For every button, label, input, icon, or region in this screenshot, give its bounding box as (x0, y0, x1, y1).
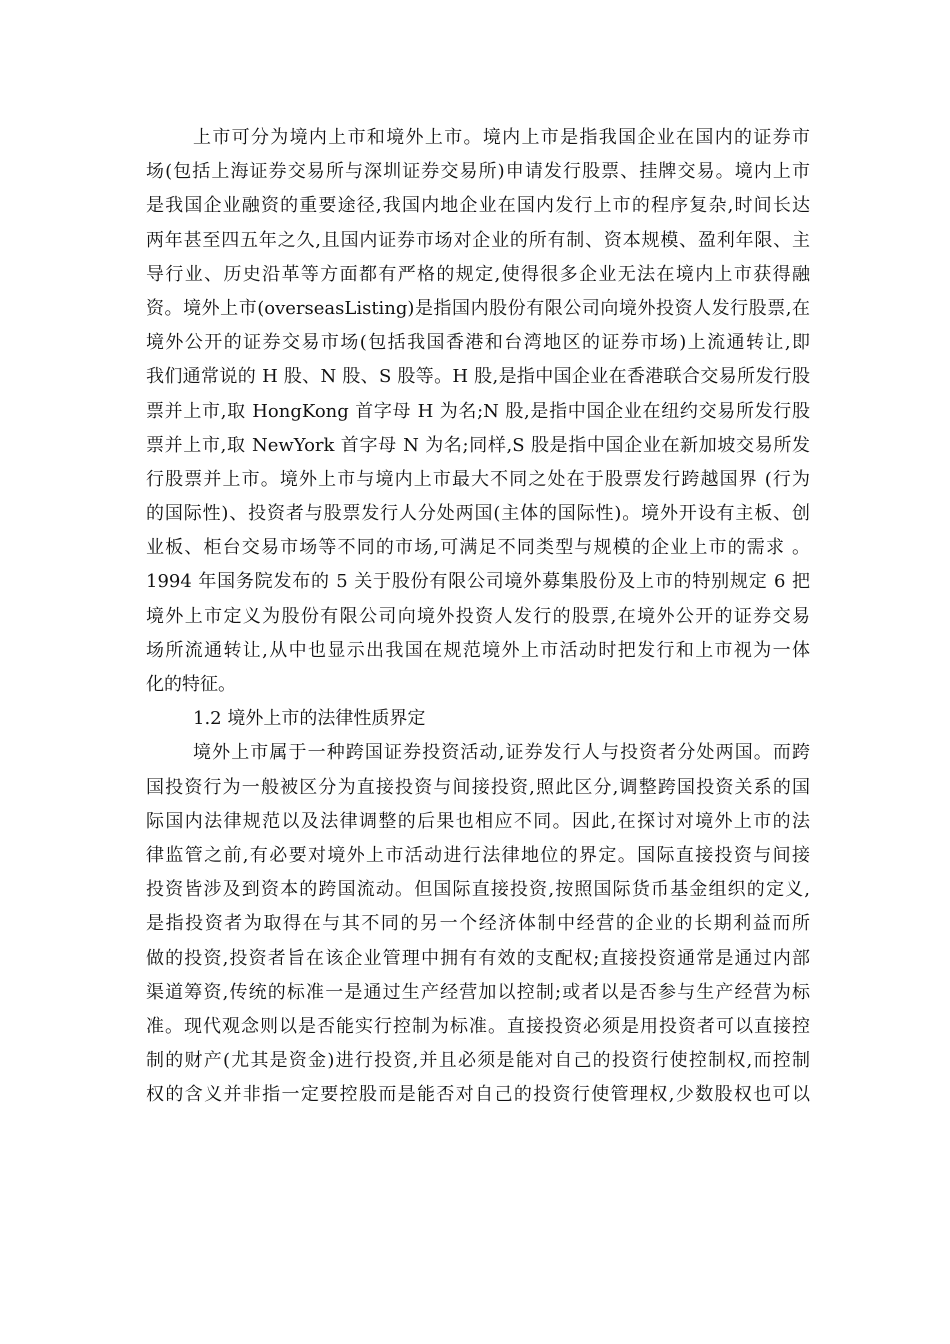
text-line: 资。境外上市(overseasListing)是指国内股份有限公司向境外投资人发行股票,在 (146, 297, 811, 319)
text-line: 的国际性)、投资者与股票发行人分处两国(主体的国际性)。境外开设有主板、创 (146, 503, 810, 525)
text-line: 境外上市属于一种跨国证券投资活动,证券发行人与投资者分处两国。而跨 (193, 742, 810, 764)
text-line: 上市可分为境内上市和境外上市。境内上市是指我国企业在国内的证券市 (193, 127, 810, 148)
text-line: 票并上市,取 NewYork 首字母 N 为名;同样,S 股是指中国企业在新加坡交易所发 (146, 434, 810, 456)
paragraph-legal-nature (146, 736, 810, 1112)
text-line: 业板、柜台交易市场等不同的市场,可满足不同类型与规模的企业上市的需求 。 (146, 537, 810, 559)
text-line: 化的特征。 (146, 674, 236, 695)
text-line: 是我国企业融资的重要途径,我国内地企业在国内发行上市的程序复杂,时间长达 (146, 195, 810, 217)
text-line: 场(包括上海证券交易所与深圳证券交易所)申请发行股票、挂牌交易。境内上市 (146, 161, 810, 183)
text-line: 际国内法律规范以及法律调整的后果也相应不同。因此,在探讨对境外上市的法 (146, 810, 810, 832)
text-line: 场所流通转让,从中也显示出我国在规范境外上市活动时把发行和上市视为一体 (146, 639, 810, 661)
text-line: 准。现代观念则以是否能实行控制为标准。直接投资必须是用投资者可以直接控 (146, 1015, 810, 1037)
text-line: 做的投资,投资者旨在该企业管理中拥有有效的支配权;直接投资通常是通过内部 (146, 947, 810, 969)
text-line: 导行业、历史沿革等方面都有严格的规定,使得很多企业无法在境内上市获得融 (146, 263, 810, 285)
text-line: 票并上市,取 HongKong 首字母 H 为名;N 股,是指中国企业在纽约交易所发行股 (146, 400, 810, 422)
text-line: 制的财产(尤其是资金)进行投资,并且必须是能对自己的投资行使控制权,而控制 (146, 1050, 810, 1072)
text-line: 两年甚至四五年之久,且国内证券市场对企业的所有制、资本规模、盈利年限、主 (146, 229, 810, 251)
text-line: 行股票并上市。境外上市与境内上市最大不同之处在于股票发行跨越国界 (行为 (146, 468, 810, 490)
text-line: 是指投资者为取得在与其不同的另一个经济体制中经营的企业的长期利益而所 (146, 913, 810, 935)
text-line: 境外上市定义为股份有限公司向境外投资人发行的股票,在境外公开的证券交易 (146, 605, 810, 627)
text-line: 律监管之前,有必要对境外上市活动进行法律地位的界定。国际直接投资与间接 (146, 844, 810, 866)
text-line: 权的含义并非指一定要控股而是能否对自己的投资行使管理权,少数股权也可以 (146, 1084, 810, 1106)
section-heading: 1.2 境外上市的法律性质界定 (193, 708, 426, 730)
document-body (146, 121, 810, 1112)
text-line: 1994 年国务院发布的 5 关于股份有限公司境外募集股份及上市的特别规定 6 把 (146, 571, 810, 593)
text-line: 渠道筹资,传统的标准一是通过生产经营加以控制;或者以是否参与生产经营为标 (146, 981, 810, 1003)
text-line: 境外公开的证券交易市场(包括我国香港和台湾地区的证券市场)上流通转让,即 (146, 332, 810, 354)
paragraph-listing-definition (146, 121, 810, 702)
text-line: 投资皆涉及到资本的跨国流动。但国际直接投资,按照国际货币基金组织的定义, (146, 879, 810, 901)
section-heading-1-2 (146, 702, 810, 736)
text-line: 国投资行为一般被区分为直接投资与间接投资,照此区分,调整跨国投资关系的国 (146, 776, 810, 798)
text-line: 我们通常说的 H 股、N 股、S 股等。H 股,是指中国企业在香港联合交易所发行股 (146, 366, 810, 388)
